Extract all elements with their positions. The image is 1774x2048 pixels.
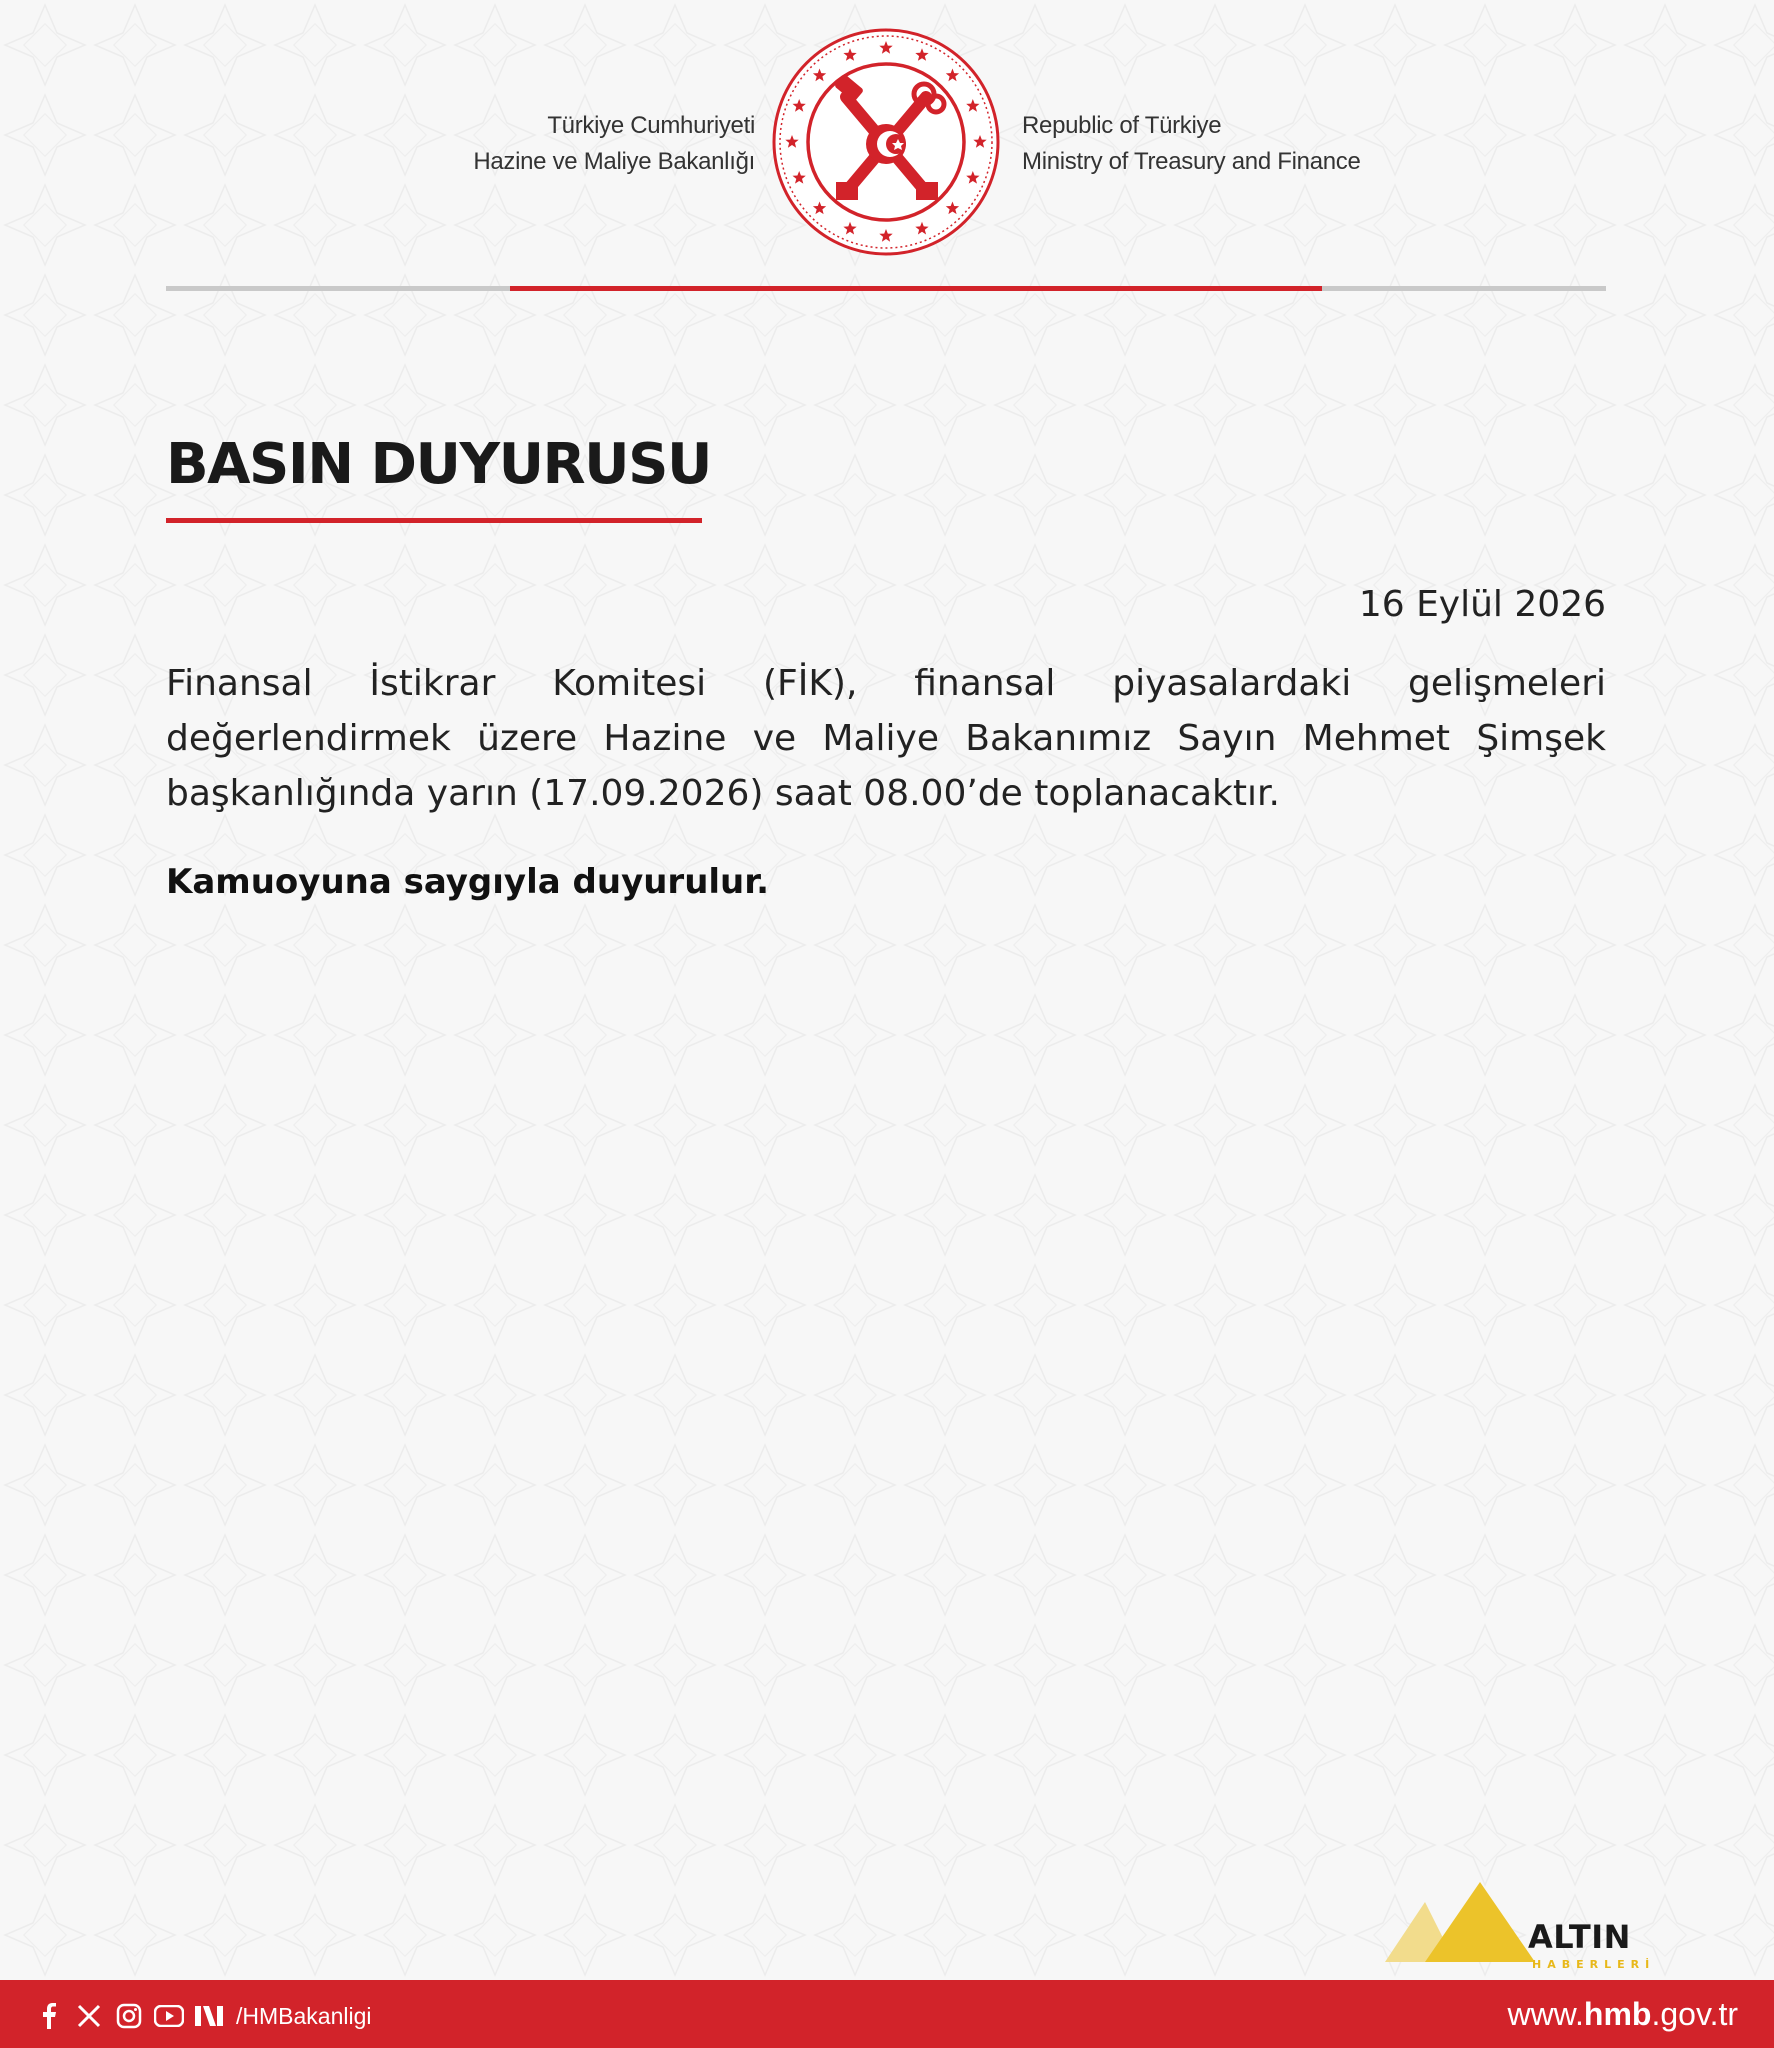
- ministry-emblem-icon: [766, 22, 1006, 262]
- announcement-body: Finansal İstikrar Komitesi (FİK), finansal piyasalardaki gelişmeleri değerlendirmek üzere Hazine ve Maliye Bakanımız Sayın Mehmet Şimşek başkanlığında yarın (17.09.2026) saat 08.00’de toplanacaktır.: [166, 663, 1606, 814]
- header-republic-tr: Türkiye Cumhuriyeti: [547, 112, 755, 139]
- page-title: BASIN DUYURUSU: [166, 432, 711, 497]
- header-ministry-tr: Hazine ve Maliye Bakanlığı: [473, 148, 755, 175]
- x-icon[interactable]: [74, 2001, 104, 2031]
- header-divider-red: [510, 286, 1322, 291]
- social-links: [34, 2000, 372, 2032]
- facebook-icon[interactable]: [34, 2001, 64, 2031]
- website-suffix: .gov.tr: [1651, 1996, 1738, 2032]
- instagram-icon[interactable]: [114, 2001, 144, 2031]
- header-ministry-en: Ministry of Treasury and Finance: [1022, 148, 1361, 175]
- title-underline: [166, 518, 702, 523]
- website-prefix: www.: [1507, 1996, 1584, 2032]
- announcement-date: 16 Eylül 2026: [1358, 584, 1606, 625]
- website-link[interactable]: [1486, 1996, 1738, 2033]
- website-domain: hmb: [1583, 1996, 1652, 2032]
- announcement-closing: Kamuoyuna saygıyla duyurulur.: [166, 862, 770, 902]
- watermark-brand: ALTIN: [1528, 1918, 1631, 1956]
- youtube-icon[interactable]: [154, 2001, 184, 2031]
- nsosyal-icon[interactable]: [194, 2001, 224, 2031]
- social-handle[interactable]: /HMBakanligi: [236, 2002, 372, 2029]
- header-republic-en: Republic of Türkiye: [1022, 112, 1222, 139]
- watermark-sub: HABERLERİ: [1532, 1958, 1656, 1971]
- header-right-text: [1022, 108, 1422, 180]
- header-left-text: [400, 108, 755, 180]
